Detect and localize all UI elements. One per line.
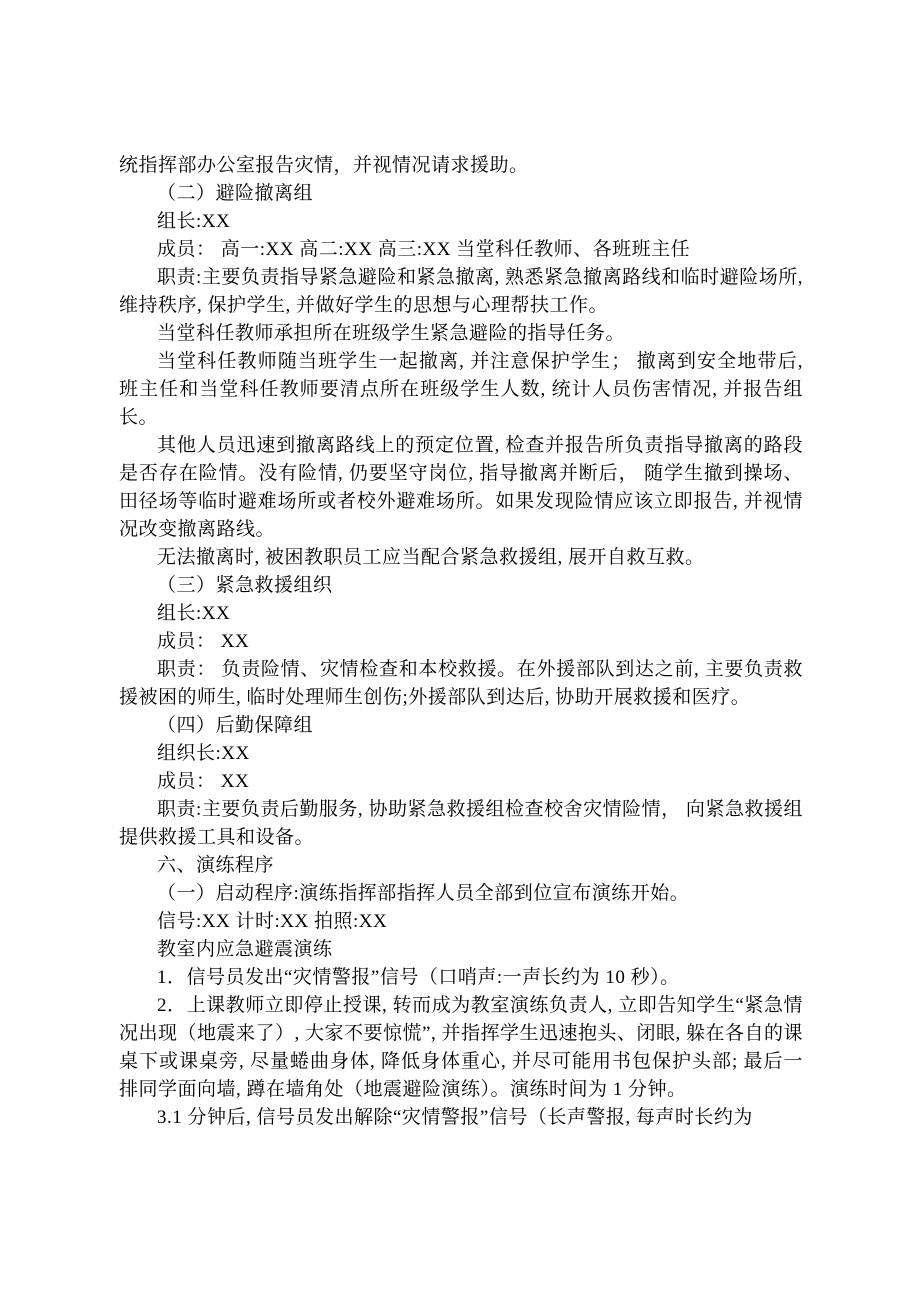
paragraph: 组长:XX — [157, 211, 231, 232]
paragraph: 3.1 分钟后, 信号员发出解除“灾情警报”信号（长声警报, 每声时长约为 — [157, 1107, 753, 1128]
paragraph: 职责:主要负责后勤服务, 协助紧急救援组检查校舍灾情险情， 向紧急救援组提供救援工具和设备。 — [119, 799, 803, 848]
paragraph: 组长:XX — [157, 603, 231, 624]
paragraph: （一）启动程序:演练指挥部指挥人员全部到位宣布演练开始。 — [157, 883, 690, 904]
paragraph: 组织长:XX — [157, 743, 250, 764]
document-body — [119, 152, 803, 1132]
paragraph: （二）避险撤离组 — [157, 183, 314, 204]
paragraph: 六、演练程序 — [157, 855, 275, 876]
paragraph: 2．上课教师立即停止授课, 转而成为教室演练负责人, 立即告知学生“紧急情况出现（地震来了）, 大家不要惊慌”, 并指挥学生迅速抱头、闭眼, 躲在各自的课桌下或课桌旁, 尽量蜷曲身体, 降低身体重心, 并尽可能用书包保护头部; 最后一排同学面向墙, 蹲在墙角处（地震避险演练）。演练时间为 1 分钟。 — [119, 995, 803, 1100]
paragraph: 职责： 负责险情、灾情检查和本校救援。在外援部队到达之前, 主要负责救援被困的师生, 临时处理师生创伤;外援部队到达后, 协助开展救援和医疗。 — [119, 659, 803, 708]
paragraph: 教室内应急避震演练 — [157, 939, 333, 960]
paragraph: 职责:主要负责指导紧急避险和紧急撤离, 熟悉紧急撤离路线和临时避险场所, 维持秩序, 保护学生, 并做好学生的思想与心理帮扶工作。 — [119, 267, 803, 316]
paragraph: 无法撤离时, 被困教职员工应当配合紧急救援组, 展开自救互救。 — [157, 547, 705, 568]
paragraph: 当堂科任教师承担所在班级学生紧急避险的指导任务。 — [157, 323, 626, 344]
paragraph: 1．信号员发出“灾情警报”信号（口哨声:一声长约为 10 秒）。 — [157, 967, 680, 988]
paragraph: 成员： XX — [157, 631, 250, 652]
paragraph: 信号:XX 计时:XX 拍照:XX — [157, 911, 388, 932]
paragraph: 统指挥部办公室报告灾情，并视情况请求援助。 — [119, 155, 529, 176]
paragraph: 成员： 高一:XX 高二:XX 高三:XX 当堂科任教师、各班班主任 — [157, 239, 691, 260]
paragraph: 其他人员迅速到撤离路线上的预定位置, 检查并报告所负责指导撤离的路段是否存在险情。没有险情, 仍要坚守岗位, 指导撤离并断后， 随学生撤到操场、田径场等临时避难场所或者校外避难场所。如果发现险情应该立即报告, 并视情况改变撤离路线。 — [119, 435, 803, 540]
paragraph: （四）后勤保障组 — [157, 715, 314, 736]
paragraph: 当堂科任教师随当班学生一起撤离, 并注意保护学生； 撤离到安全地带后, 班主任和当堂科任教师要清点所在班级学生人数, 统计人员伤害情况, 并报告组长。 — [119, 351, 803, 428]
paragraph: （三）紧急救援组织 — [157, 575, 333, 596]
paragraph: 成员： XX — [157, 771, 250, 792]
